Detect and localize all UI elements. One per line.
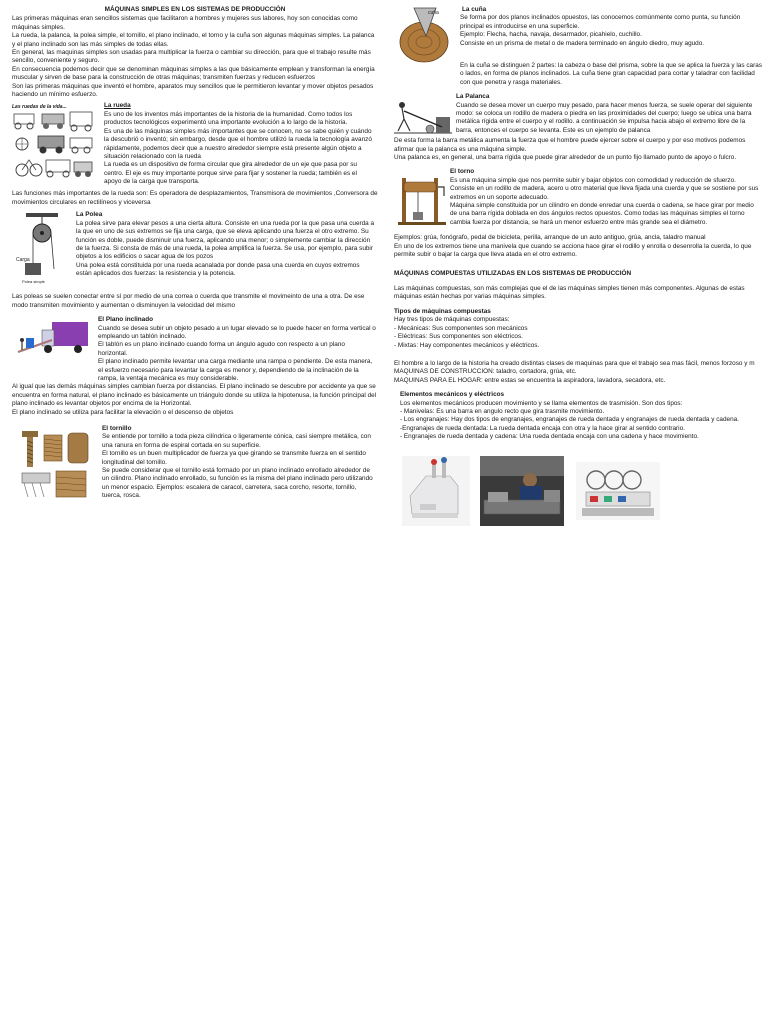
cuna-paragraph: Consiste en un prisma de metal o de madera terminado en ángulo diedro, muy agudo. <box>460 39 705 47</box>
historia-line: MAQUINAS PARA EL HOGAR: entre estas se encuentra la aspiradora, lavadora, secadora, etc. <box>394 376 666 384</box>
tornillo-paragraph: Se entiende por tornillo a toda pieza cilíndrica o ligeramente cónica, casi siempre metálica, con una ranura en forma de espiral cortada en su superficie. <box>102 433 371 449</box>
elementos-list <box>394 400 762 442</box>
tipos-item: Hay tres tipos de máquinas compuestas: <box>394 316 510 324</box>
cuna-section <box>394 6 762 70</box>
tornillo-section <box>12 425 378 509</box>
historia-line: MAQUINAS DE CONSTRUCCION: taladro, cortadora, grúa, etc. <box>394 368 577 376</box>
wheel-collage-drawing <box>12 110 96 184</box>
pulley-drawing <box>12 213 72 285</box>
elementos-item: - Manivelas: Es una barra en angulo recto que gira trasmite movimiento. <box>400 407 605 415</box>
wedge-image <box>396 6 452 68</box>
polea-paragraph: La polea sirve para elevar pesos a una cierta altura. Consiste en una rueda por la que pasa una cuerda a la que en uno de sus extremos se fija una carga, que se eleva aplicando una fuerza el otro extremo. Su función es doble, puede disminuir una fuerza, aplicando una menor; o simplemente cambiar la dirección de la fuerza. Si consta de más de una rueda, la polea amplifica la fuerza. Se usa, por ejemplo, para subir objetos a los edificios o sacar agua de los pozos <box>76 219 375 261</box>
pulley-image <box>12 213 72 285</box>
wedge-drawing <box>396 6 452 68</box>
torno-paragraph: En uno de los extremos tiene una manivela que cuando se acciona hace girar el rodillo y enrolla o desenrolla la cuerda, lo que permite subir o bajar la carga que lleva atada en el otro extremo. <box>394 242 752 259</box>
gear-machine-drawing <box>576 462 660 520</box>
rueda-paragraph: La rueda es un dispositivo de forma circular que gira alrededor de un eje que pasa por su centro. El eje es muy importante porque sirve para fijar y sostener la rueda; también es el apoyo de la carga que transporta. <box>104 161 357 186</box>
tipos-item: - Eléctricas: Sus componentes son eléctricos. <box>394 333 523 341</box>
plano-heading: El Plano inclinado <box>98 316 154 324</box>
cuna-paragraph: Ejemplo: Flecha, hacha, navaja, desarmador, picahielo, cuchillo. <box>460 31 642 39</box>
intro-paragraph: En general, las maquinas simples son usadas para multiplicar la fuerza o cambiar su dirección, para que el trabajo resulte más sencillo, conveniente y seguro. <box>12 49 371 65</box>
polea-after: Las poleas se suelen conectar entre sí por medio de una correa o cuerda que transmite el movimeinto de una a otra. De ese modo transmiten movimiento y aumentan o disminuyen la velocidad del mismo <box>12 293 365 309</box>
palanca-paragraph: De esta forma la barra metálica aumenta la fuerza que el hombre puede ejercer sobre el cuerpo y por eso motivos podemos afirmar que la palanca es una máquina simple. <box>394 137 746 153</box>
intro-paragraph: Las primeras máquinas eran sencillos sistemas que facilitaron a hombres y mujeres sus labores, hoy son conocidas como máquinas simples. <box>12 15 358 31</box>
intro-paragraph: La rueda, la palanca, la polea simple, el tornillo, el plano inclinado, el torno y la cuña son algunas máquinas simples. La palanca y el plano inclinado son las más simples de todas ellas. <box>12 32 375 48</box>
tipos-heading: Tipos de máquinas compuestas <box>394 307 491 315</box>
rueda-paragraph: Es uno de los inventos más importantes de la historia de la humanidad. Como todos los productos tecnológicos experimentó una importante evolución a lo largo de la historia. <box>104 110 353 127</box>
plano-paragraph: Al igual que las demás máquinas simples cambian fuerza por distancias. El plano inclinado se descubre por accidente ya que se encuentra en forma natural, el plano inclinado es básicamente un triángulo donde su utiliza la hipotenusa, la función principal del plano inclinado es levantar objetos por encima de la Horizontal. <box>12 383 377 408</box>
torno-paragraph: Es una máquina simple que nos permite subir y bajar objetos con comodidad y reducción de sfuerzo. Consiste en un rodillo de madera, acero u otro material que lleva fijada una cuerda y que se sostiene por sus extremos en un soporte adecuado. <box>450 176 759 201</box>
tornillo-paragraph: El tornillo es un buen multiplicador de fuerza ya que girando se transmite fuerza en el sentido longitudinal del tornillo. <box>102 450 366 466</box>
factory-worker-drawing <box>480 456 564 526</box>
palanca-section <box>394 93 762 137</box>
wedge-label: cuña <box>428 10 439 16</box>
compuestas-heading: MÁQUINAS COMPUESTAS UTILIZADAS EN LOS SISTEMAS DE PRODUCCIÓN <box>394 269 632 277</box>
tornillo-heading: El tornillo <box>102 424 132 432</box>
polea-paragraph: Una polea está constituida por una rueda acanalada por donde pasa una cuerda en cuyos extremos están aplicados dos fuerzas: la resistencia y la potencia. <box>76 261 360 278</box>
lever-drawing <box>394 99 452 135</box>
palanca-paragraph: Una palanca es, en general, una barra rígida que puede girar alrededor de un punto fijo llamado punto de apoyo o fulcro. <box>394 154 737 162</box>
torno-section <box>394 168 762 226</box>
elementos-heading: Elementos mecánicos y eléctricos <box>400 391 505 399</box>
rueda-paragraph: Es una de las máquinas simples más importantes que se conocen, no se sabe quién y cuándo la descubrió o inventó; sin embargo, desde que el hombre utilizó la rueda la tecnología avanzó rápidamente, podemos decir que a nuestro alrededor siempre está presente algún objeto a situación relacionado con la rueda <box>104 127 372 160</box>
polea-text <box>76 211 376 278</box>
winch-drawing <box>398 172 446 226</box>
elementos-item: - Engranajes de rueda dentada y cadena: Una rueda dentada encaja con una cadena y hace movimiento. <box>400 433 699 441</box>
lever-image <box>394 99 452 135</box>
intro-paragraph: Son las primeras máquinas que inventó el hombre, aparatos muy sencillos que le permitieron levantar y mover objetos pesados haciendo un mínimo esfuerzo. <box>12 82 374 99</box>
torno-paragraph: Máquina simple constituida por un cilindro en donde enredar una cuerda o cadena, se hace girar por medio de una barra rígida doblada en dos ángulos rectos opuestos. Como todas las máquinas simples el torno cambia fuerza por distancia, se hará un menor esfuerzo entre más grande sea el diámetro. <box>450 202 754 226</box>
plano-section <box>12 316 378 358</box>
torno-heading: El torno <box>450 168 475 176</box>
plano-text-top <box>98 316 376 358</box>
intro-paragraph: En consecuencia podemos decir que se denominan máquinas simples a las que básicamente emplean y transforman la energía muscular y sirven de base para la construcción de otras máquinas; transmiten fuerzas y reducen esfuerzos <box>12 65 375 82</box>
photo-row <box>394 456 762 528</box>
document-title: MÁQUINAS SIMPLES EN LOS SISTEMAS DE PRODUCCIÓN <box>104 6 286 13</box>
screw-image <box>16 427 94 505</box>
cuna-text <box>460 6 760 48</box>
wheel-collage-caption: Las ruedas de la vida... <box>12 104 67 111</box>
wheel-collage-image <box>12 104 96 186</box>
historia-line: El hombre a lo largo de la historia ha creado distintas clases de maquinas para que el trabajo sea mas fácil, menos forzoso y m <box>394 359 755 367</box>
screw-drawing <box>16 427 94 505</box>
torno-paragraph: Ejemplos: grúa, fonógrafo, pedal de bicicleta, perilla, arranque de un auto antiguo, grúa, ancla, taladro manual <box>394 234 706 242</box>
rueda-heading: La rueda <box>104 102 131 110</box>
pulley-load-label: Carga <box>16 257 30 264</box>
rueda-section <box>12 102 378 190</box>
plano-paragraph: El tablón es un plano inclinado cuando forma un ángulo agudo con respecto a un plano horizontal. <box>98 341 345 357</box>
cuna-paragraph: Se forma por dos planos inclinados opuestos, las conocemos comúnmente como punta, su función principal es introducirse en una superficie. <box>460 14 741 30</box>
palanca-heading: La Palanca <box>456 93 490 101</box>
winch-image <box>398 172 446 226</box>
plano-paragraph: Cuando se desea subir un objeto pesado a un lugar elevado se lo puede hacer en forma vertical o empleando un tablón inclinado. <box>98 324 376 340</box>
inclined-plane-drawing <box>14 318 92 356</box>
plano-paragraph: El plano inclinado se utiliza para facilitar la elevación o el descenso de objetos <box>12 408 234 416</box>
palanca-text <box>456 93 760 135</box>
elementos-item: Los elementos mecánicos producen movimiento y se llama elementos de trasmisión. Son dos tipos: <box>400 399 683 407</box>
pulley-caption: Polea simple <box>22 279 45 285</box>
elementos-item: - Los engranajes: Hay dos tipos de engranajes, engranajes de rueda dentada y engranajes de rueda dentada y cadena. <box>400 416 739 424</box>
inclined-plane-truck-image <box>14 318 92 356</box>
tipos-item: - Mecánicas: Sus componentes son mecánicos <box>394 324 528 332</box>
rueda-funciones: Las funciones más importantes de la rueda son: Es operadora de desplazamientos, Transmisora de movimientos ,Conversora de movimientos circulares en rectilíneos y viceversa <box>12 190 378 206</box>
polea-section <box>12 211 378 287</box>
plano-paragraph: El plano inclinado permite levantar una carga mediante una rampa o pendiente. De esta manera, el esfuerzo necesario para levantar la carga es menor y, dependiendo de la inclinación de la rampa, la ventaja mecánica es muy considerable. <box>98 358 373 382</box>
left-column <box>12 0 378 509</box>
tipos-item: - Mixtas: Hay componentes mecánicos y eléctricos. <box>394 341 540 349</box>
serger-machine-photo <box>402 456 470 526</box>
cuna-heading: La cuña <box>462 6 487 13</box>
cuna-paragraph: En la cuña se distinguen 2 partes: la cabeza o base del prisma, sobre la que se aplica la fuerza y las caras o lados, en forma de planos inclinados. La cuña tiene gran capacidad para cortar y taladrar con facilidad con que penetra y rasga materiales. <box>460 62 762 86</box>
tornillo-text <box>102 425 376 501</box>
compuestas-text: Las máquinas compuestas, son más complejas que el de las máquinas simples tienen más componentes. Algunas de estas máquinas están hechas por varias máquinas simples. <box>394 285 745 301</box>
torno-text <box>450 168 760 226</box>
right-column <box>394 0 762 528</box>
tornillo-paragraph: Se puede considerar que el tornillo está formado por un plano inclinado enrollado alrededor de un cilindro. Plano inclinado enrollado, su función es la misma del plano inclinado pero utilizando un menor espacio. Ejemplos: escalera de caracol, carretera, saca corcho, resorte, tornillo, tuerca, rosca. <box>102 466 373 500</box>
elementos-item: -Engranajes de rueda dentada: La rueda dentada encaja con otra y la hace girar al sentido contrario. <box>400 424 685 432</box>
serger-machine-drawing <box>402 456 470 526</box>
polea-heading: La Polea <box>76 211 103 219</box>
palanca-paragraph: Cuando se desea mover un cuerpo muy pesado, para hacer menos fuerza, se suele operar del siguiente modo: se coloca un rodillo de madera o piedra en las proximidades del cuerpo; luego se ubica una barra metálica rígida entre el cuerpo y el rodillo. a continuación se impulsa hacia abajo el extremo libre de la barra, entonces el cuerpo se levanta. Este es un ejemplo de palanca <box>456 101 753 134</box>
gear-machine-photo <box>576 462 660 520</box>
factory-worker-photo <box>480 456 564 526</box>
intro-section <box>12 15 378 99</box>
rueda-text <box>104 102 376 186</box>
